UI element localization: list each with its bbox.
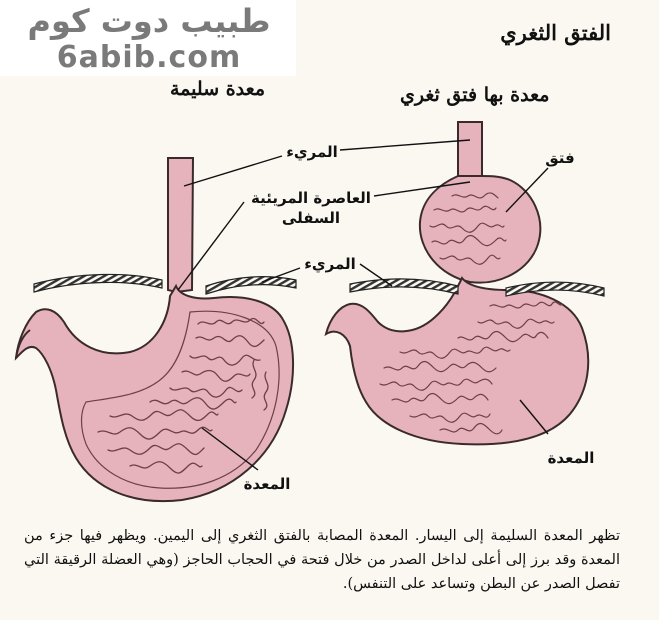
hernia-stomach-heading: معدة بها فتق ثغري [400,84,550,106]
label-esophagus-mid: المريء [304,255,356,273]
logo-arabic-text: طبيب دوت كوم [27,2,271,40]
page-title: الفتق الثغري [500,20,611,45]
label-stomach-right: المعدة [547,449,595,467]
label-lower-esophageal-sphincter: العاصرة المريئية السفلى [251,189,371,227]
figure-caption: تظهر المعدة السليمة إلى اليسار. المعدة المصابة بالفتق الثغري إلى اليمين. ويظهر فيها جزء من المعدة وقد برز إلى أعلى لداخل الصدر من خلال فتحة في الحجاب الحاجز (وهي العضلة الرقيقة التي تفصل الصدر عن البطن وتساعد على التنفس). [24,528,620,592]
label-esophagus-top: المريء [286,143,338,161]
hernia-pouch [420,176,540,283]
label-hernia: فتق [545,149,575,167]
healthy-stomach-heading: معدة سليمة [170,78,265,100]
healthy-diaphragm [34,274,296,294]
healthy-esophagus [168,158,193,292]
logo-latin-text: 6abib.com [56,40,242,75]
label-stomach-left: المعدة [243,475,291,493]
hernia-esophagus [458,122,482,180]
